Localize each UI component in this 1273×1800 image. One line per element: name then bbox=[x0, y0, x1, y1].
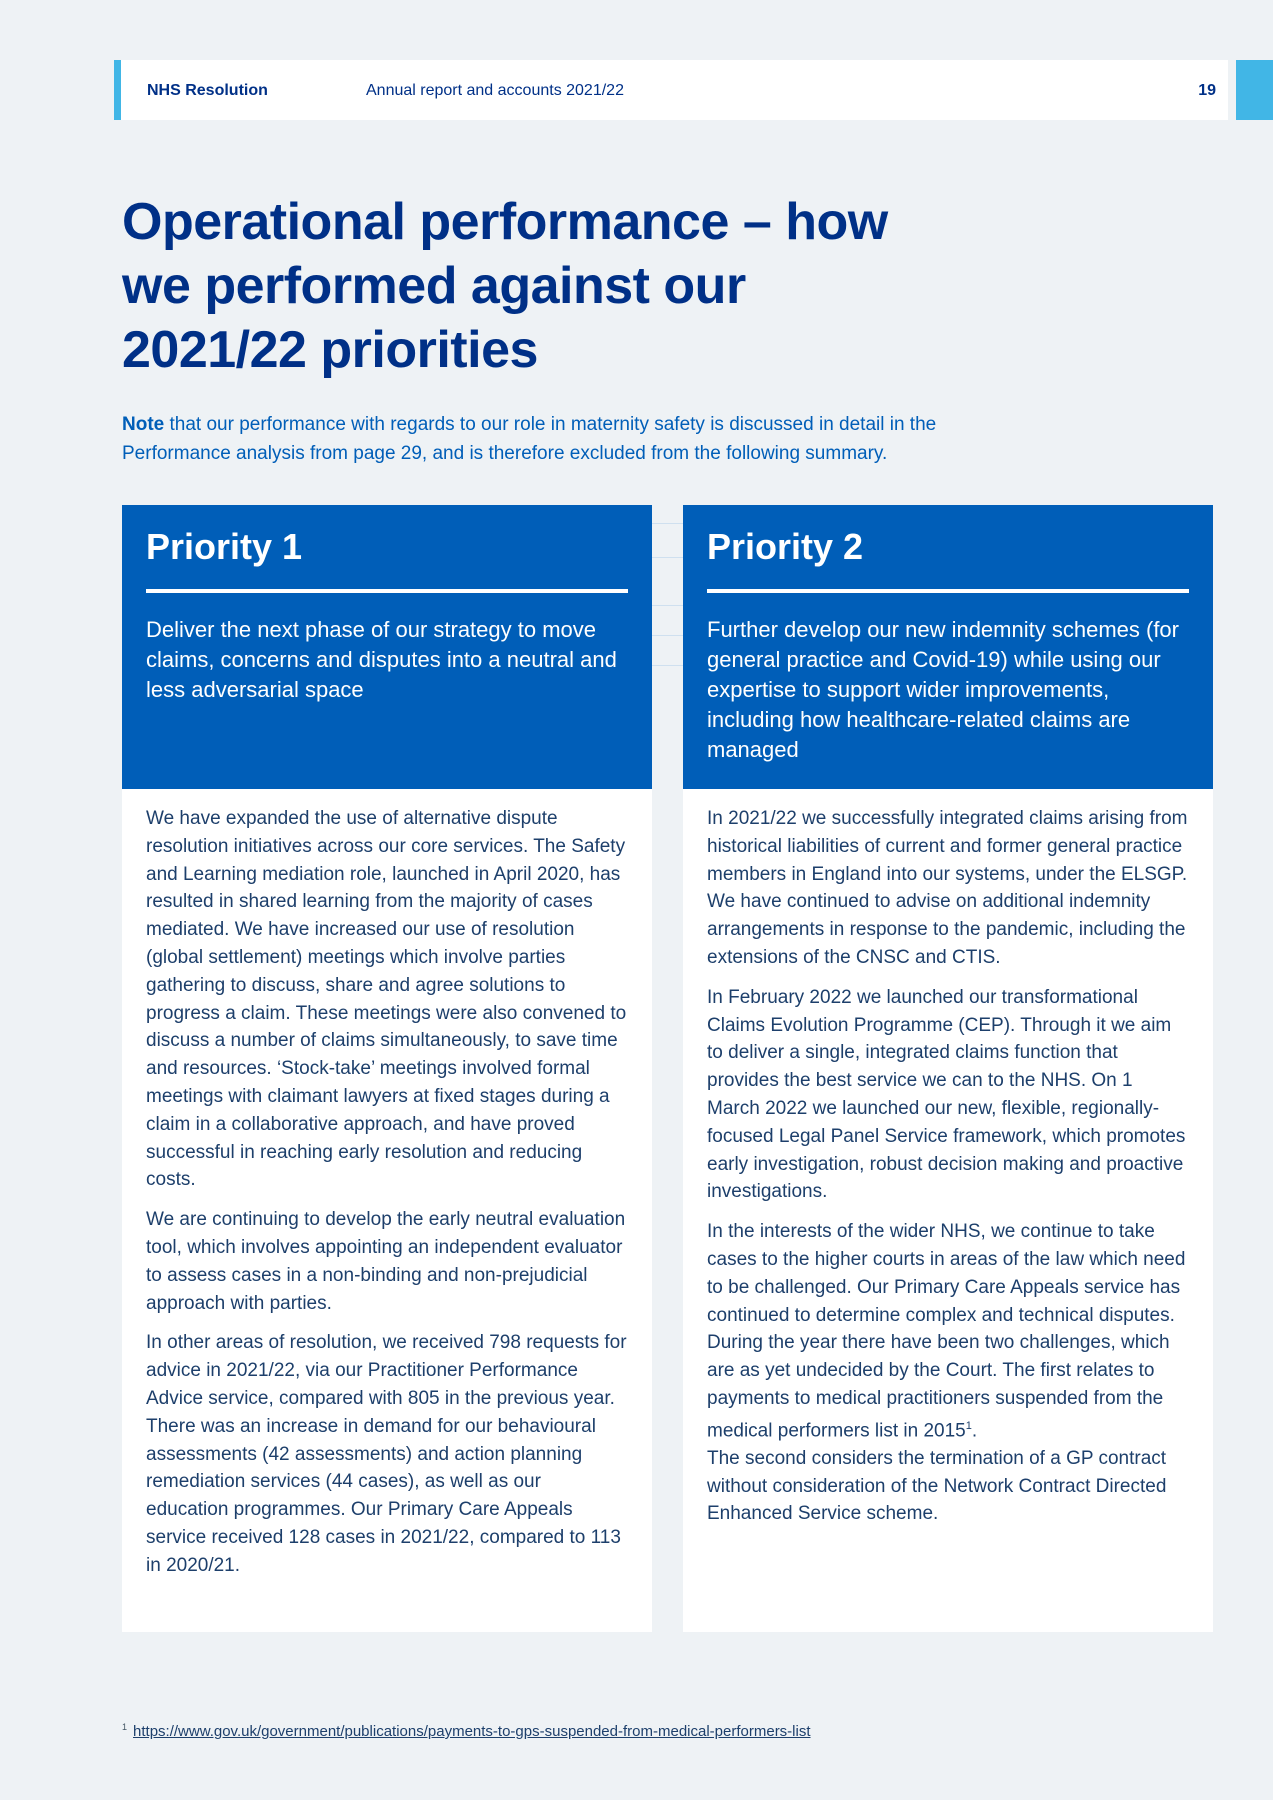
paragraph: We are continuing to develop the early neutral evaluation tool, which involves appointing an independent evaluator to assess cases in a non-binding and non-prejudicial approach with parties. bbox=[146, 1209, 626, 1314]
header-accent-bar bbox=[114, 60, 121, 120]
page-title: Operational performance – how we performed against our 2021/22 priorities bbox=[122, 193, 888, 379]
priority-description: Deliver the next phase of our strategy to move claims, concerns and disputes into a neutral and less adversarial space bbox=[146, 617, 617, 702]
intro-note bbox=[122, 410, 1022, 468]
priority-card-2 bbox=[683, 505, 1213, 1632]
footnote-link[interactable]: https://www.gov.uk/government/publications/payments-to-gps-suspended-from-medical-performers-list bbox=[133, 1723, 811, 1740]
card-connector bbox=[652, 505, 683, 789]
report-title: Annual report and accounts 2021/22 bbox=[366, 82, 624, 99]
footnote bbox=[122, 1722, 811, 1740]
priority-description: Further develop our new indemnity schemes (for general practice and Covid-19) while using our expertise to support wider improvements, including how healthcare-related claims are managed bbox=[707, 617, 1179, 762]
footnote-marker: 1 bbox=[122, 1722, 128, 1732]
priority-header bbox=[122, 505, 652, 789]
section-tab-marker bbox=[1236, 60, 1273, 120]
page-number: 19 bbox=[1198, 82, 1216, 99]
priority-card-1 bbox=[122, 505, 652, 1632]
organisation-name: NHS Resolution bbox=[147, 82, 268, 99]
note-label: Note bbox=[122, 414, 165, 435]
paragraph: The second considers the termination of a GP contract without consideration of the Network Contract Directed Enhanced Service scheme. bbox=[707, 1447, 1167, 1525]
divider bbox=[707, 589, 1189, 593]
paragraph: In the interests of the wider NHS, we continue to take cases to the higher courts in areas of the law which need to be challenged. Our Primary Care Appeals service has continued to determine complex and technical disputes. During the year there have been two challenges, which are as yet undecided by the Court. The first relates to payments to medical practitioners suspended from the medical performers list in 2015$^1$. bbox=[707, 1221, 1186, 1442]
priority-header bbox=[683, 505, 1213, 789]
running-header bbox=[114, 60, 1228, 120]
divider bbox=[146, 589, 628, 593]
priority-body bbox=[683, 789, 1213, 1632]
priority-title: Priority 2 bbox=[707, 526, 864, 567]
paragraph: In February 2022 we launched our transformational Claims Evolution Programme (CEP). Through it we aim to deliver a single, integrated claims function that provides the best service we can to the NHS. On 1 March 2022 we launched our new, flexible, regionally-focused Legal Panel Service framework, which promotes early investigation, robust decision making and proactive investigations. bbox=[707, 986, 1186, 1203]
note-text: that our performance with regards to our role in maternity safety is discussed in detail in the Performance analysis from page 29, and is therefore excluded from the following summary. bbox=[122, 414, 937, 464]
paragraph: In other areas of resolution, we received 798 requests for advice in 2021/22, via our Practitioner Performance Advice service, compared with 805 in the previous year. There was an increase in demand for our behavioural assessments (42 assessments) and action planning remediation services (44 cases), as well as our education programmes. Our Primary Care Appeals service received 128 cases in 2021/22, compared to 113 in 2020/21. bbox=[146, 1332, 627, 1576]
paragraph: We have expanded the use of alternative dispute resolution initiatives across our core services. The Safety and Learning mediation role, launched in April 2020, has resulted in shared learning from the majority of cases mediated. We have increased our use of resolution (global settlement) meetings which involve parties gathering to discuss, share and agree solutions to progress a claim. These meetings were also convened to discuss a number of claims simultaneously, to save time and resources. ‘Stock-take’ meetings involved formal meetings with claimant lawyers at fixed stages during a claim in a collaborative approach, and have proved successful in reaching early resolution and reducing costs. bbox=[146, 808, 627, 1191]
footnote-reference[interactable]: 1 bbox=[965, 1419, 972, 1432]
priority-title: Priority 1 bbox=[146, 526, 303, 567]
paragraph: In 2021/22 we successfully integrated claims arising from historical liabilities of current and former general practice members in England into our systems, under the ELSGP. We have continued to advise on additional indemnity arrangements in response to the pandemic, including the extensions of the CNSC and CTIS. bbox=[707, 808, 1188, 968]
priority-body bbox=[122, 789, 652, 1632]
paragraph-text: In the interests of the wider NHS, we continue to take cases to the higher courts in areas of the law which need to be challenged. Our Primary Care Appeals service has continued to determine complex and technical disputes. During the year there have been two challenges, which are as yet undecided by the Court. The first relates to payments to medical practitioners suspended from the medical performers list in 2015 bbox=[707, 1221, 1186, 1442]
